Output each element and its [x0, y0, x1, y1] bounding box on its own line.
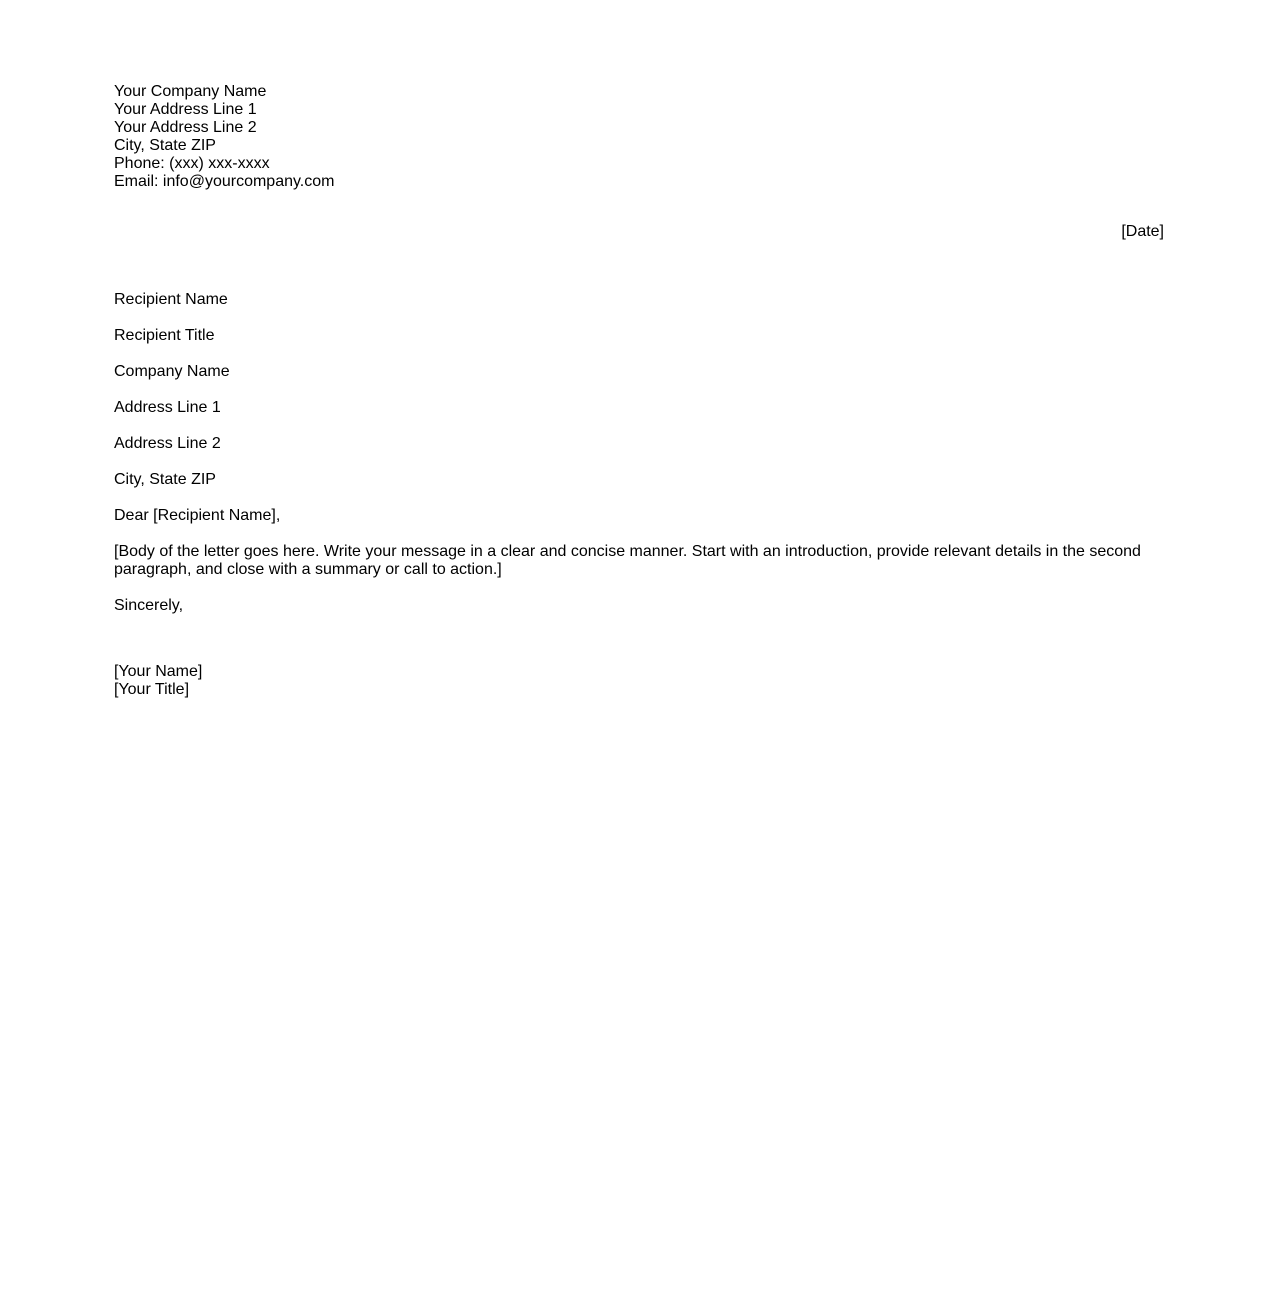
sender-company-name: Your Company Name [114, 83, 267, 100]
sender-city-state-zip: City, State ZIP [114, 137, 216, 154]
sender-address-line-2: Your Address Line 2 [114, 119, 257, 136]
letter-body: [Body of the letter goes here. Write your message in a clear and concise manner. Start with an introduction, provide relevant details in the second paragraph, and close with a summary or call to action.] [114, 543, 1141, 578]
signature-name: [Your Name] [114, 663, 203, 680]
closing: Sincerely, [114, 597, 184, 614]
recipient-address-block [114, 291, 1164, 489]
recipient-name: Recipient Name [114, 291, 228, 308]
recipient-company-name: Company Name [114, 363, 230, 380]
sender-address-line-1: Your Address Line 1 [114, 101, 257, 118]
sender-address-block [114, 83, 1164, 191]
sender-phone: Phone: (xxx) xxx-xxxx [114, 155, 270, 172]
letter-page [114, 83, 1164, 699]
recipient-title: Recipient Title [114, 327, 215, 344]
salutation: Dear [Recipient Name], [114, 507, 281, 524]
recipient-address-line-1: Address Line 1 [114, 399, 221, 416]
signature-block [114, 663, 1164, 699]
sender-email: Email: info@yourcompany.com [114, 173, 335, 190]
recipient-address-line-2: Address Line 2 [114, 435, 221, 452]
letter-date: [Date] [1121, 223, 1164, 240]
signature-title: [Your Title] [114, 681, 190, 698]
recipient-city-state-zip: City, State ZIP [114, 471, 216, 488]
